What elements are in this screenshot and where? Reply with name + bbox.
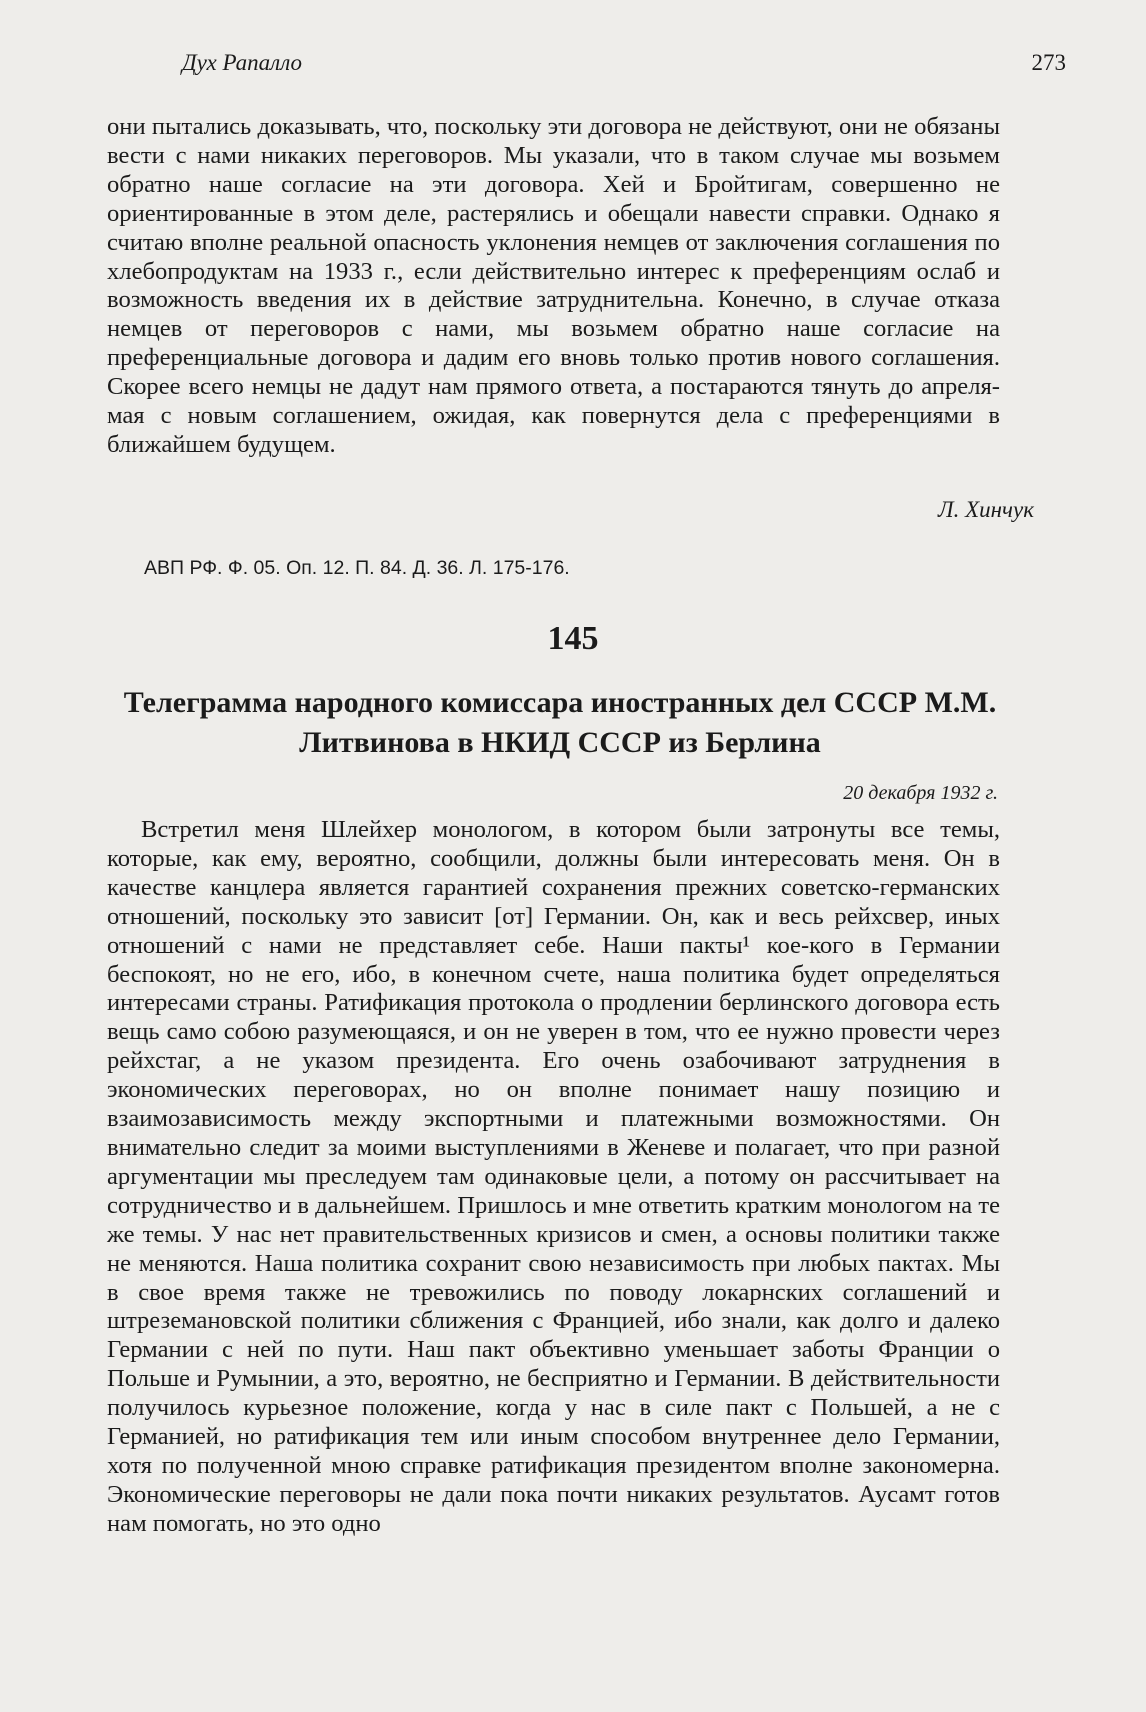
archive-source: АВП РФ. Ф. 05. Оп. 12. П. 84. Д. 36. Л. 175-176.: [144, 557, 570, 579]
body-paragraph-telegram: Встретил меня Шлейхер монологом, в котором были затронуты все темы, которые, как ему, вероятно, сообщили, должны были интересовать меня. Он в качестве канцлера является гарантией сохранения прежних советско-германских отношений, поскольку это зависит [от] Германии. Он, как и весь рейхсвер, иных отношений с нами не представляет себе. Наши пакты¹ кое-кого в Германии беспокоят, но не его, ибо, в конечном счете, наша политика будет определяться интересами страны. Ратификация протокола о продлении берлинского договора есть вещь само собою разумеющаяся, и он не уверен в том, что ее нужно провести через рейхстаг, а не указом президента. Его очень озабочивают затруднения в экономических переговорах, но он вполне понимает нашу позицию и взаимозависимость между экспортными и платежными возможностями. Он внимательно следит за моими выступлениями в Женеве и полагает, что при разной аргументации мы преследуем там одинаковые цели, а потому он рассчитывает на сотрудничество и в дальнейшем. Пришлось и мне ответить кратким монологом на те же темы. У нас нет правительственных кризисов и смен, а основы политики также не меняются. Наша политика сохранит свою независимость при любых пактах. Мы в свое время также не тревожились по поводу локарнских соглашений и штреземановской политики сближения с Францией, ибо знали, как долго и далеко Германии с ней по пути. Наш пакт объективно уменьшает заботы Франции о Польше и Румынии, а это, вероятно, не бесприятно и Германии. В действительности получилось курьезное положение, когда у нас в силе пакт с Польшей, а не с Германией, но ратификация тем или иным способом внутреннее дело Германии, хотя по полученной мною справке ратификация президентом вполне закономерна. Экономические переговоры не дали пока почти никаких результатов. Аусамт готов нам помогать, но это одно: [107, 816, 1000, 1537]
document-number: 145: [547, 620, 599, 657]
body-paragraph-continued: они пытались доказывать, что, поскольку эти договора не действуют, они не обязаны вести с нами никаких переговоров. Мы указали, что в таком случае мы возьмем обратно наше согласие на эти договора. Хей и Бройтигам, совершенно не ориентированные в этом деле, растерялись и обещали навести справки. Однако я считаю вполне реальной опасность уклонения немцев от заключения соглашения по хлебопродуктам на 1933 г., если действительно интерес к преференциям ослаб и возможность введения их в действие затруднительна. Конечно, в случае отказа немцев от переговоров с нами, мы возьмем обратно наше согласие на преференциальные договора и дадим его вновь только против нового соглашения. Скорее всего немцы не дадут нам прямого ответа, а постараются тянуть до апреля-мая с новым соглашением, ожидая, как повернутся дела с преференциями в ближайшем будущем.: [107, 113, 1000, 458]
running-title: Дух Рапалло: [182, 50, 303, 75]
page-number: 273: [1031, 50, 1066, 75]
document-date: 20 декабря 1932 г.: [843, 782, 998, 804]
signature: Л. Хинчук: [938, 497, 1034, 522]
document-title: Телеграмма народного комиссара иностранных дел СССР М.М. Литвинова в НКИД СССР из Берлина: [123, 686, 997, 759]
